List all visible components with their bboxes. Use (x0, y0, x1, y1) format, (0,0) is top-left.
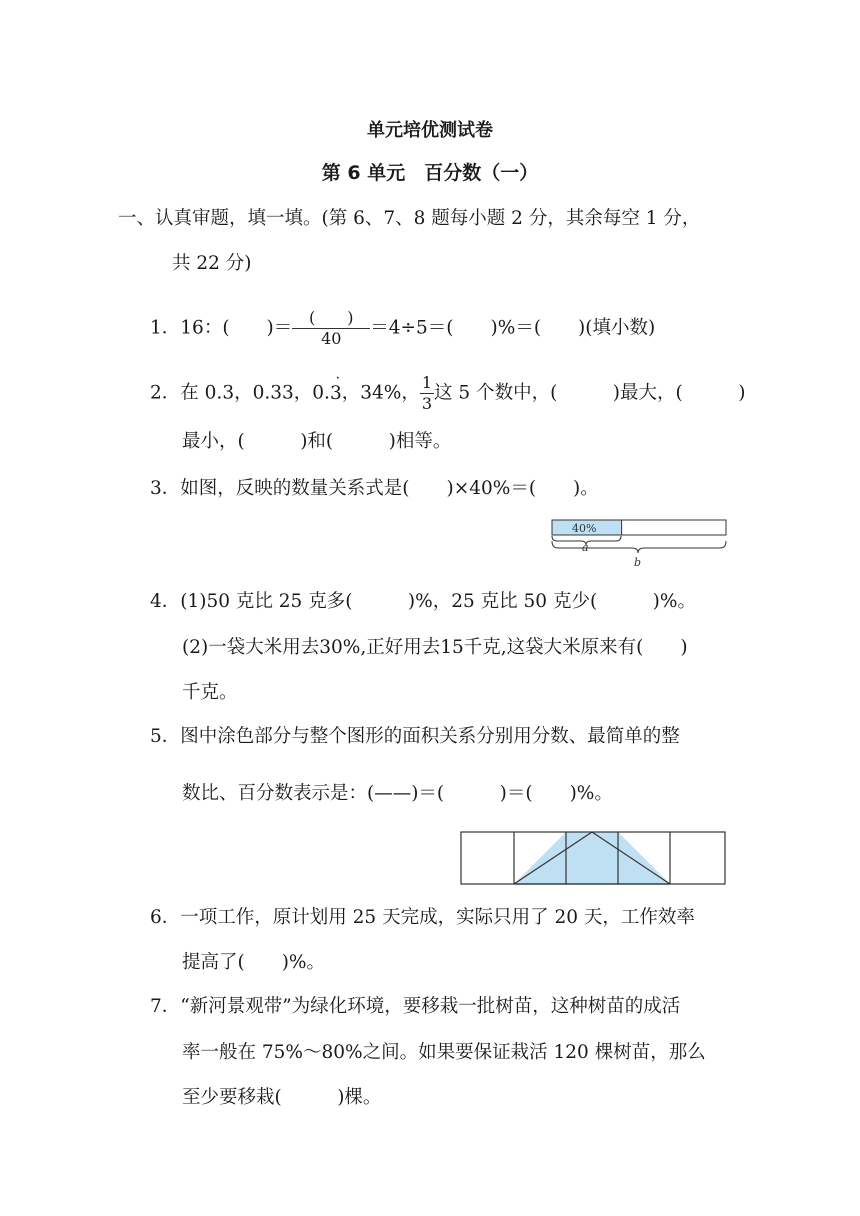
q6-text-line1: 一项工作，原计划用 25 天完成，实际只用了 20 天，工作效率 (180, 907, 695, 928)
unit-subtitle: 第 6 单元 百分数（一） (321, 162, 539, 184)
question-4-line2: (2)一袋大米用去30%,正好用去15千克,这袋大米原来有( ) (182, 637, 688, 658)
question-2-line1 (150, 373, 745, 414)
q3-text: 如图，反映的数量关系式是( )×40%＝( )。 (180, 478, 599, 499)
q2-fraction-numerator: 1 (421, 373, 433, 392)
q2-fraction-denominator: 3 (421, 394, 433, 413)
page-title: 单元培优测试卷 (367, 120, 493, 141)
q5-grid-figure (459, 830, 729, 890)
q4-part1: (1)50 克比 25 克多( )%，25 克比 50 克少( )%。 (180, 591, 696, 612)
q2-repeating-digit: 3 ̇ (330, 382, 342, 406)
question-5-line1 (150, 725, 680, 749)
question-4-line1 (150, 590, 696, 614)
question-7-line3: 至少要移栽( )棵。 (182, 1087, 382, 1108)
section-heading-line1: 一、认真审题，填一填。(第 6、7、8 题每小题 2 分，其余每空 1 分， (118, 208, 701, 229)
question-2-line2: 最小，( )和( )相等。 (182, 431, 452, 452)
q2-part-c: 这 5 个数中，( )最大，( ) (434, 382, 746, 404)
q3-bar-figure (548, 518, 730, 574)
question-7-line1 (150, 995, 680, 1019)
q6-number: 6． (150, 907, 181, 928)
q3-percent-label: 40% (572, 522, 597, 535)
q5-number: 5． (150, 726, 181, 747)
q1-fraction (292, 308, 370, 349)
q1-fraction-numerator: ( ) (292, 308, 370, 329)
question-4-line3: 千克。 (182, 682, 238, 703)
q2-number: 2． (150, 382, 181, 404)
q1-part-b: ＝4÷5＝( )%＝( )(填小数) (370, 317, 656, 339)
q1-part-a: 16：( )＝ (180, 317, 293, 339)
q7-number: 7． (150, 996, 181, 1017)
section-heading-line2: 共 22 分) (172, 253, 252, 274)
question-6-line2: 提高了( )%。 (182, 952, 326, 973)
q1-number: 1． (150, 317, 181, 339)
q2-part-a: 在 0.3，0.33，0. (180, 382, 330, 404)
q3-number: 3． (150, 478, 181, 499)
q4-number: 4． (150, 591, 181, 612)
q3-label-b: b (634, 556, 642, 569)
q5-text-line1: 图中涂色部分与整个图形的面积关系分别用分数、最简单的整 (180, 726, 680, 747)
q2-part-b: ，34%， (341, 382, 420, 404)
q5-shaded-region (514, 832, 670, 884)
question-3 (150, 477, 599, 501)
q7-text-line1: “新河景观带”为绿化环境，要移栽一批树苗，这种树苗的成活 (180, 996, 681, 1017)
question-5-line2: 数比、百分数表示是：(——)＝( )＝( )%。 (182, 783, 613, 804)
q3-label-a: a (582, 541, 589, 554)
q3-brace-b (552, 541, 726, 553)
question-7-line2: 率一般在 75%～80%之间。如果要保证栽活 120 棵树苗，那么 (182, 1042, 706, 1063)
question-6-line1 (150, 906, 695, 930)
question-1 (150, 308, 655, 349)
q1-fraction-denominator: 40 (321, 329, 342, 348)
q2-fraction (420, 373, 434, 414)
